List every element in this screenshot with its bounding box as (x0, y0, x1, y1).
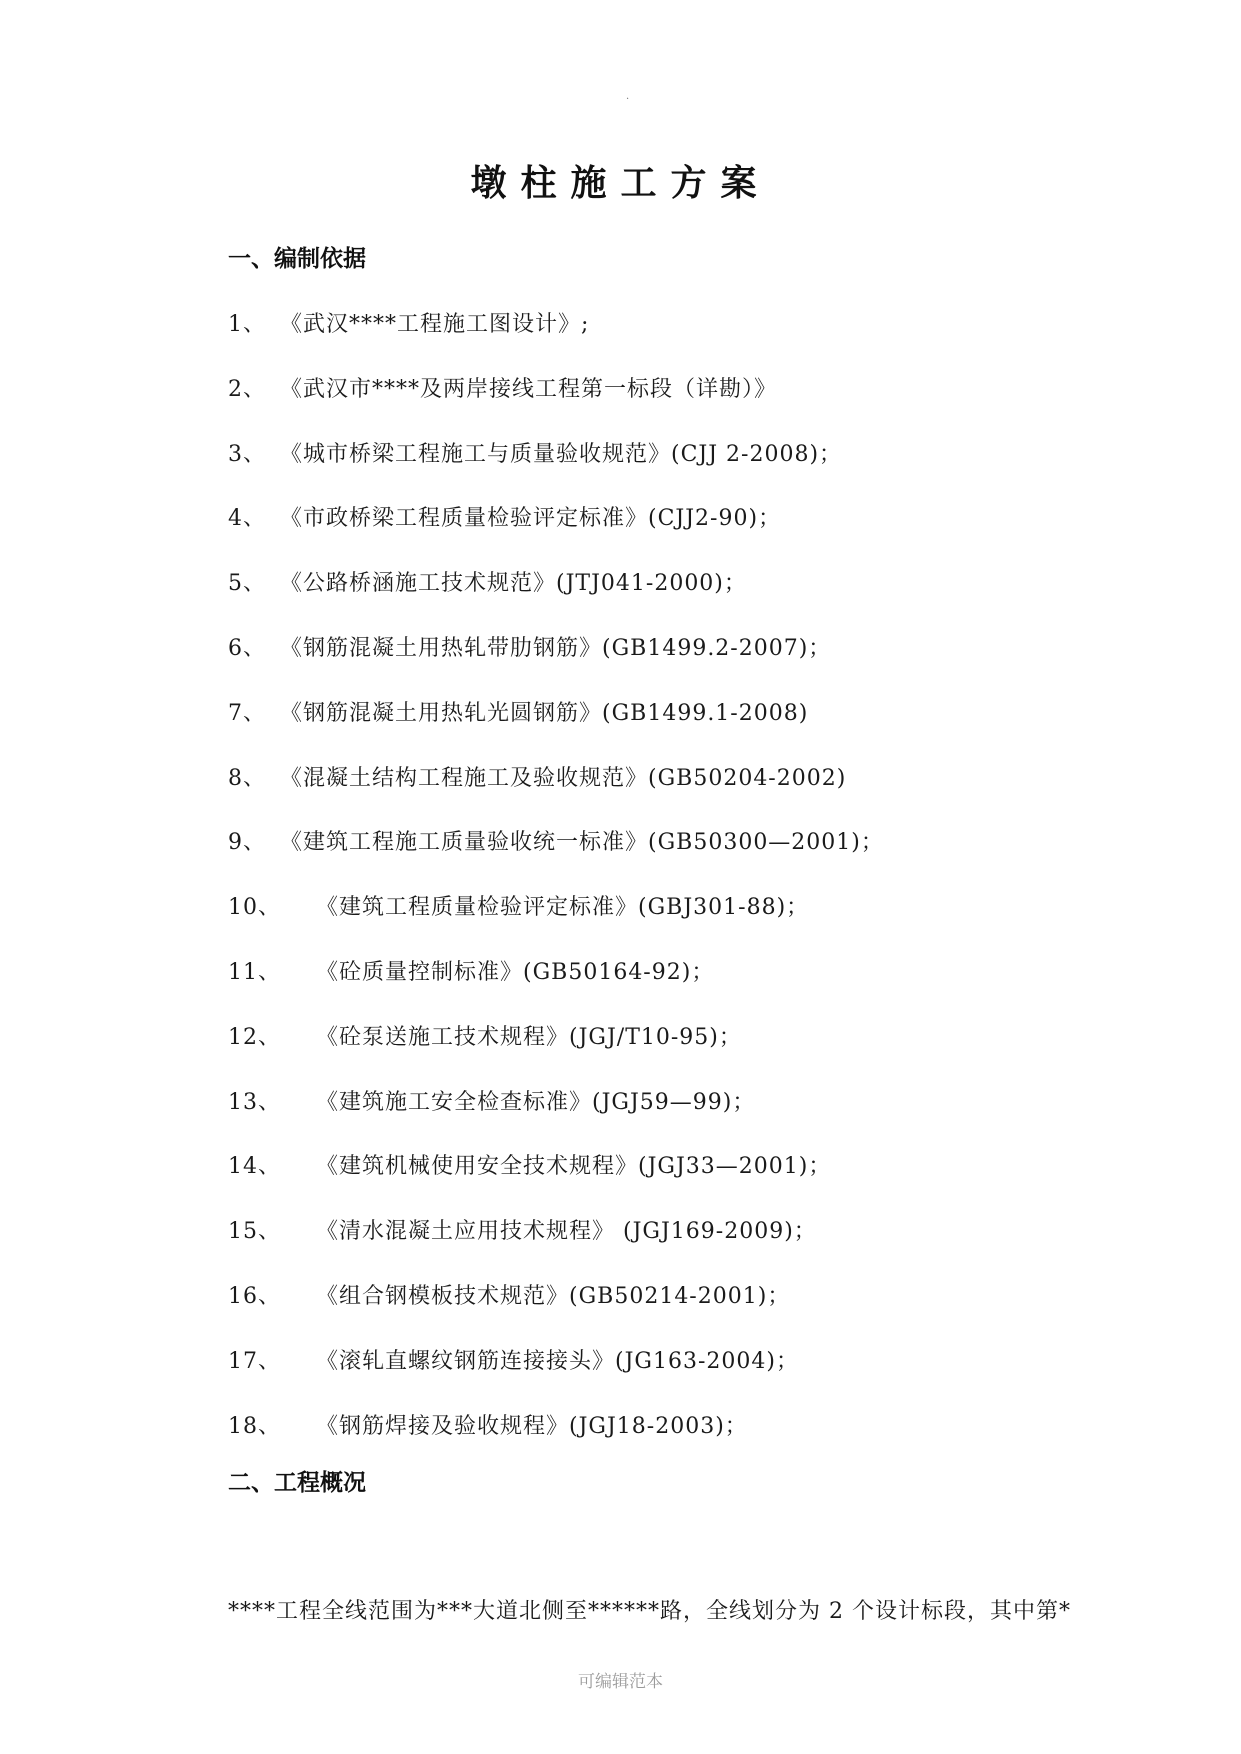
list-item (0, 953, 1241, 1018)
item-text: 《砼质量控制标准》(GB50164-92)； (316, 959, 715, 985)
list-item (0, 370, 1241, 435)
item-text: 《武汉****工程施工图设计》; (280, 312, 590, 337)
overview-paragraph: ****工程全线范围为***大道北侧至******路，全线划分为 2 个设计标段，其中第* (228, 1599, 1071, 1624)
item-number: 4、 (228, 506, 266, 532)
document-title: 墩柱施工方案 (470, 163, 771, 204)
item-number: 17、 (228, 1348, 281, 1374)
item-text: 《组合钢模板技术规范》(GB50214-2001)； (316, 1283, 791, 1309)
list-item (0, 1277, 1241, 1342)
list-item (0, 694, 1241, 759)
item-text: 《混凝土结构工程施工及验收规范》(GB50204-2002) (280, 765, 847, 791)
item-text: 《建筑机械使用安全技术规程》(JGJ33—2001)； (316, 1154, 832, 1180)
item-number: 13、 (228, 1089, 281, 1115)
list-item (0, 564, 1241, 629)
list-item (0, 629, 1241, 694)
item-text: 《建筑工程质量检验评定标准》(GBJ301-88)； (316, 895, 810, 921)
list-item (0, 305, 1241, 370)
item-text: 《建筑施工安全检查标准》(JGJ59—99)； (316, 1089, 756, 1115)
item-number: 12、 (228, 1024, 281, 1050)
item-number: 14、 (228, 1154, 281, 1180)
item-number: 10、 (228, 895, 281, 921)
item-text: 《建筑工程施工质量验收统一标准》(GB50300—2001)； (280, 830, 884, 856)
item-number: 15、 (228, 1219, 281, 1245)
list-item (0, 499, 1241, 564)
item-text: 《砼泵送施工技术规程》(JGJ/T10-95)； (316, 1024, 742, 1050)
item-number: 5、 (228, 571, 266, 597)
item-text: 《武汉市****及两岸接线工程第一标段（详勘）》 (280, 376, 778, 402)
list-item (0, 1342, 1241, 1407)
item-number: 18、 (228, 1413, 281, 1439)
item-number: 2、 (228, 376, 266, 402)
reference-list (0, 305, 1241, 1471)
list-item (0, 888, 1241, 953)
page-footer: 可编辑范本 (578, 1672, 663, 1692)
item-text: 《钢筋混凝土用热轧带肋钢筋》(GB1499.2-2007)； (280, 635, 832, 661)
item-text: 《滚轧直螺纹钢筋连接接头》(JG163-2004)； (316, 1348, 799, 1374)
section-heading-overview: 二、工程概况 (228, 1470, 366, 1496)
list-item (0, 1083, 1241, 1148)
item-number: 11、 (228, 959, 281, 985)
item-text: 《公路桥涵施工技术规范》(JTJ041-2000)； (280, 571, 747, 597)
item-number: 16、 (228, 1283, 281, 1309)
list-item (0, 435, 1241, 500)
header-mark: . (626, 91, 630, 102)
item-number: 6、 (228, 635, 266, 661)
item-number: 1、 (228, 312, 266, 337)
item-number: 8、 (228, 765, 266, 791)
list-item (0, 1018, 1241, 1083)
list-item (0, 759, 1241, 824)
list-item (0, 1147, 1241, 1212)
list-item (0, 1407, 1241, 1472)
item-text: 《钢筋焊接及验收规程》(JGJ18-2003)； (316, 1413, 748, 1439)
item-number: 3、 (228, 441, 266, 467)
item-number: 9、 (228, 830, 266, 856)
item-text: 《城市桥梁工程施工与质量验收规范》(CJJ 2-2008)； (280, 441, 843, 467)
item-text: 《市政桥梁工程质量检验评定标准》(CJJ2-90)； (280, 506, 782, 532)
item-number: 7、 (228, 700, 266, 726)
list-item (0, 823, 1241, 888)
item-text: 《钢筋混凝土用热轧光圆钢筋》(GB1499.1-2008) (280, 700, 809, 726)
list-item (0, 1212, 1241, 1277)
section-heading-basis: 一、编制依据 (228, 246, 366, 272)
item-text: 《清水混凝土应用技术规程》 (JGJ169-2009)； (316, 1219, 817, 1245)
